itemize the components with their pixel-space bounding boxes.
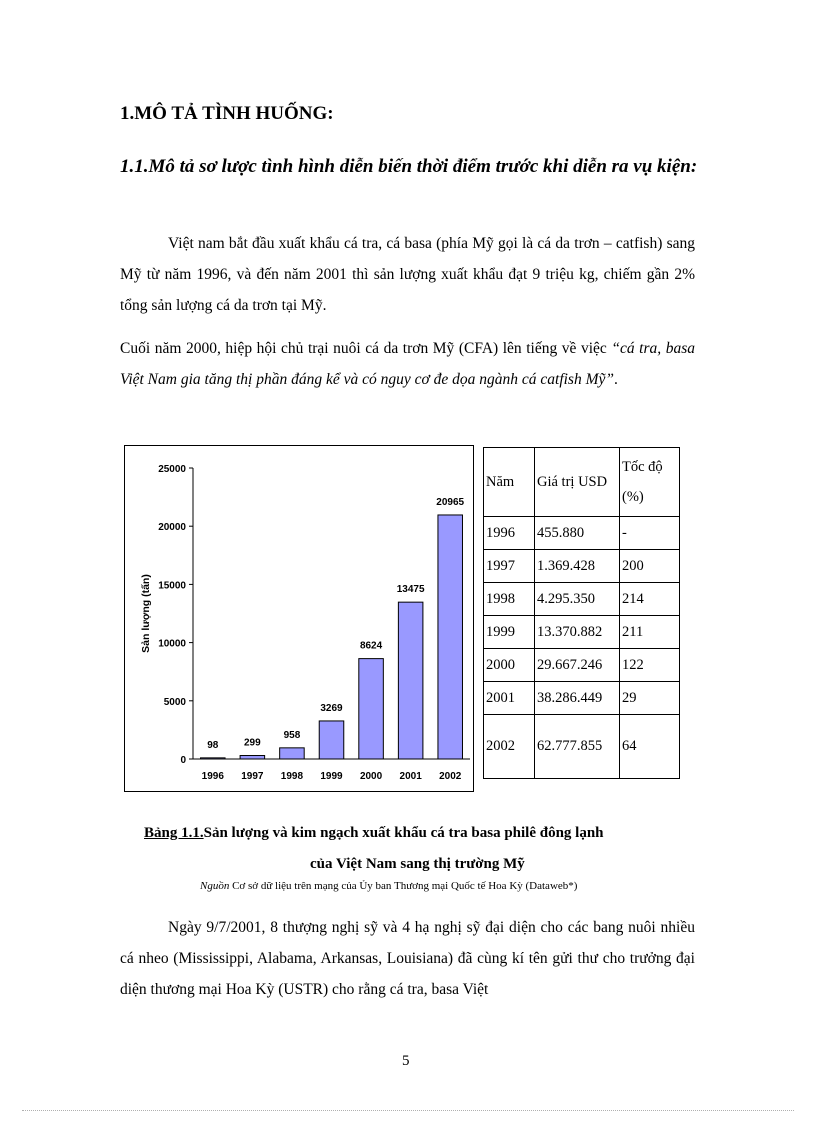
- bar: [240, 756, 265, 759]
- table-row: [484, 583, 680, 616]
- bar: [438, 515, 463, 759]
- x-tick-label: 1999: [320, 771, 343, 782]
- value-cell: 38.286.449: [535, 682, 620, 715]
- year-cell: 1999: [484, 616, 535, 649]
- caption-label: Bảng 1.1.: [144, 825, 204, 841]
- bar-value-label: 98: [207, 739, 219, 751]
- table-row: [484, 682, 680, 715]
- x-tick-label: 2000: [359, 771, 383, 782]
- bar: [359, 659, 384, 759]
- source-text: Cơ sở dữ liệu trên mạng của Ủy ban Thương mại Quốc tế Hoa Kỳ (Dataweb*): [229, 880, 578, 892]
- growth-cell: 211: [620, 616, 680, 649]
- chart-canvas: [125, 446, 473, 791]
- y-tick-label: 20000: [158, 522, 186, 534]
- export-value-table: [483, 447, 680, 779]
- value-cell: 455.880: [535, 517, 620, 550]
- source-label: Nguồn: [200, 880, 230, 892]
- y-tick-label: 10000: [158, 638, 186, 650]
- x-tick-label: 2001: [399, 771, 422, 782]
- page-number: 5: [402, 1053, 410, 1069]
- y-tick-label: 5000: [163, 696, 186, 708]
- y-axis-title: Sản lượng (tấn): [140, 574, 152, 653]
- year-cell: 2002: [484, 715, 535, 779]
- bar: [398, 602, 423, 759]
- bar: [280, 748, 305, 759]
- caption-text-1: Sản lượng và kim ngạch xuất khẩu cá tra basa philê đông lạnh: [203, 825, 604, 841]
- caption-line-2: của Việt Nam sang thị trường Mỹ: [310, 856, 525, 872]
- y-tick-label: 15000: [158, 580, 186, 592]
- x-tick-label: 2002: [439, 771, 462, 782]
- table-row: [484, 649, 680, 682]
- table-row: [484, 550, 680, 583]
- year-cell: 1998: [484, 583, 535, 616]
- growth-cell: 122: [620, 649, 680, 682]
- table-row: [484, 616, 680, 649]
- value-cell: 13.370.882: [535, 616, 620, 649]
- value-cell: 1.369.428: [535, 550, 620, 583]
- paragraph-intro: Việt nam bắt đầu xuất khẩu cá tra, cá basa (phía Mỹ gọi là cá da trơn – catfish) sang Mỹ từ năm 1996, và đến năm 2001 thì sản lượng xuất khẩu đạt 9 triệu kg, chiếm gần 2% tổng sản lượng cá da trơn tại Mỹ.: [120, 235, 695, 314]
- export-volume-chart: [124, 445, 474, 792]
- growth-cell: 200: [620, 550, 680, 583]
- table-header-row: [484, 448, 680, 517]
- bar-value-label: 13475: [396, 584, 425, 596]
- value-cell: 4.295.350: [535, 583, 620, 616]
- source-note: [200, 880, 577, 892]
- paragraph-cfa: [120, 333, 695, 395]
- growth-cell: -: [620, 517, 680, 550]
- footer-divider: [22, 1110, 794, 1111]
- section-heading: 1.MÔ TẢ TÌNH HUỐNG:: [120, 103, 334, 124]
- bar-value-label: 299: [244, 737, 261, 749]
- caption-line-1: [120, 818, 700, 849]
- x-tick-label: 1997: [241, 771, 264, 782]
- paragraph-cfa-quote: “cá tra, basa Việt Nam gia tăng thị phần đáng kể và có nguy cơ đe dọa ngành cá catfish Mỹ”: [120, 340, 695, 388]
- growth-cell: 214: [620, 583, 680, 616]
- y-tick-label: 0: [180, 755, 186, 766]
- value-cell: 62.777.855: [535, 715, 620, 779]
- x-tick-label: 1998: [280, 771, 304, 782]
- subsection-heading: 1.1.Mô tả sơ lược tình hình diễn biến thời điểm trước khi diễn ra vụ kiện:: [120, 156, 698, 177]
- paragraph-senators: Ngày 9/7/2001, 8 thượng nghị sỹ và 4 hạ nghị sỹ đại diện cho các bang nuôi nhiều cá nheo (Mississippi, Alabama, Arkansas, Louisiana) đã cùng kí tên gửi thư cho trưởng đại diện thương mại Hoa Kỳ (USTR) cho rằng cá tra, basa Việt: [120, 919, 695, 998]
- value-cell: 29.667.246: [535, 649, 620, 682]
- bar-value-label: 20965: [436, 496, 465, 508]
- bar-value-label: 8624: [359, 640, 383, 652]
- header-value-usd: Giá trị USD: [535, 448, 620, 517]
- table-caption: [120, 818, 700, 880]
- bar: [319, 721, 344, 759]
- x-tick-label: 1996: [201, 771, 224, 782]
- paragraph-cfa-end: .: [614, 371, 618, 388]
- header-growth: Tốc độ (%): [620, 448, 680, 517]
- table-row: [484, 715, 680, 779]
- growth-cell: 64: [620, 715, 680, 779]
- table-row: [484, 517, 680, 550]
- year-cell: 1996: [484, 517, 535, 550]
- paragraph-cfa-text: Cuối năm 2000, hiệp hội chủ trại nuôi cá da trơn Mỹ (CFA) lên tiếng về việc: [120, 340, 612, 357]
- year-cell: 2000: [484, 649, 535, 682]
- growth-cell: 29: [620, 682, 680, 715]
- y-tick-label: 25000: [158, 464, 186, 475]
- year-cell: 2001: [484, 682, 535, 715]
- year-cell: 1997: [484, 550, 535, 583]
- bar-value-label: 958: [283, 729, 301, 741]
- bar-value-label: 3269: [320, 702, 343, 714]
- header-year: Năm: [484, 448, 535, 517]
